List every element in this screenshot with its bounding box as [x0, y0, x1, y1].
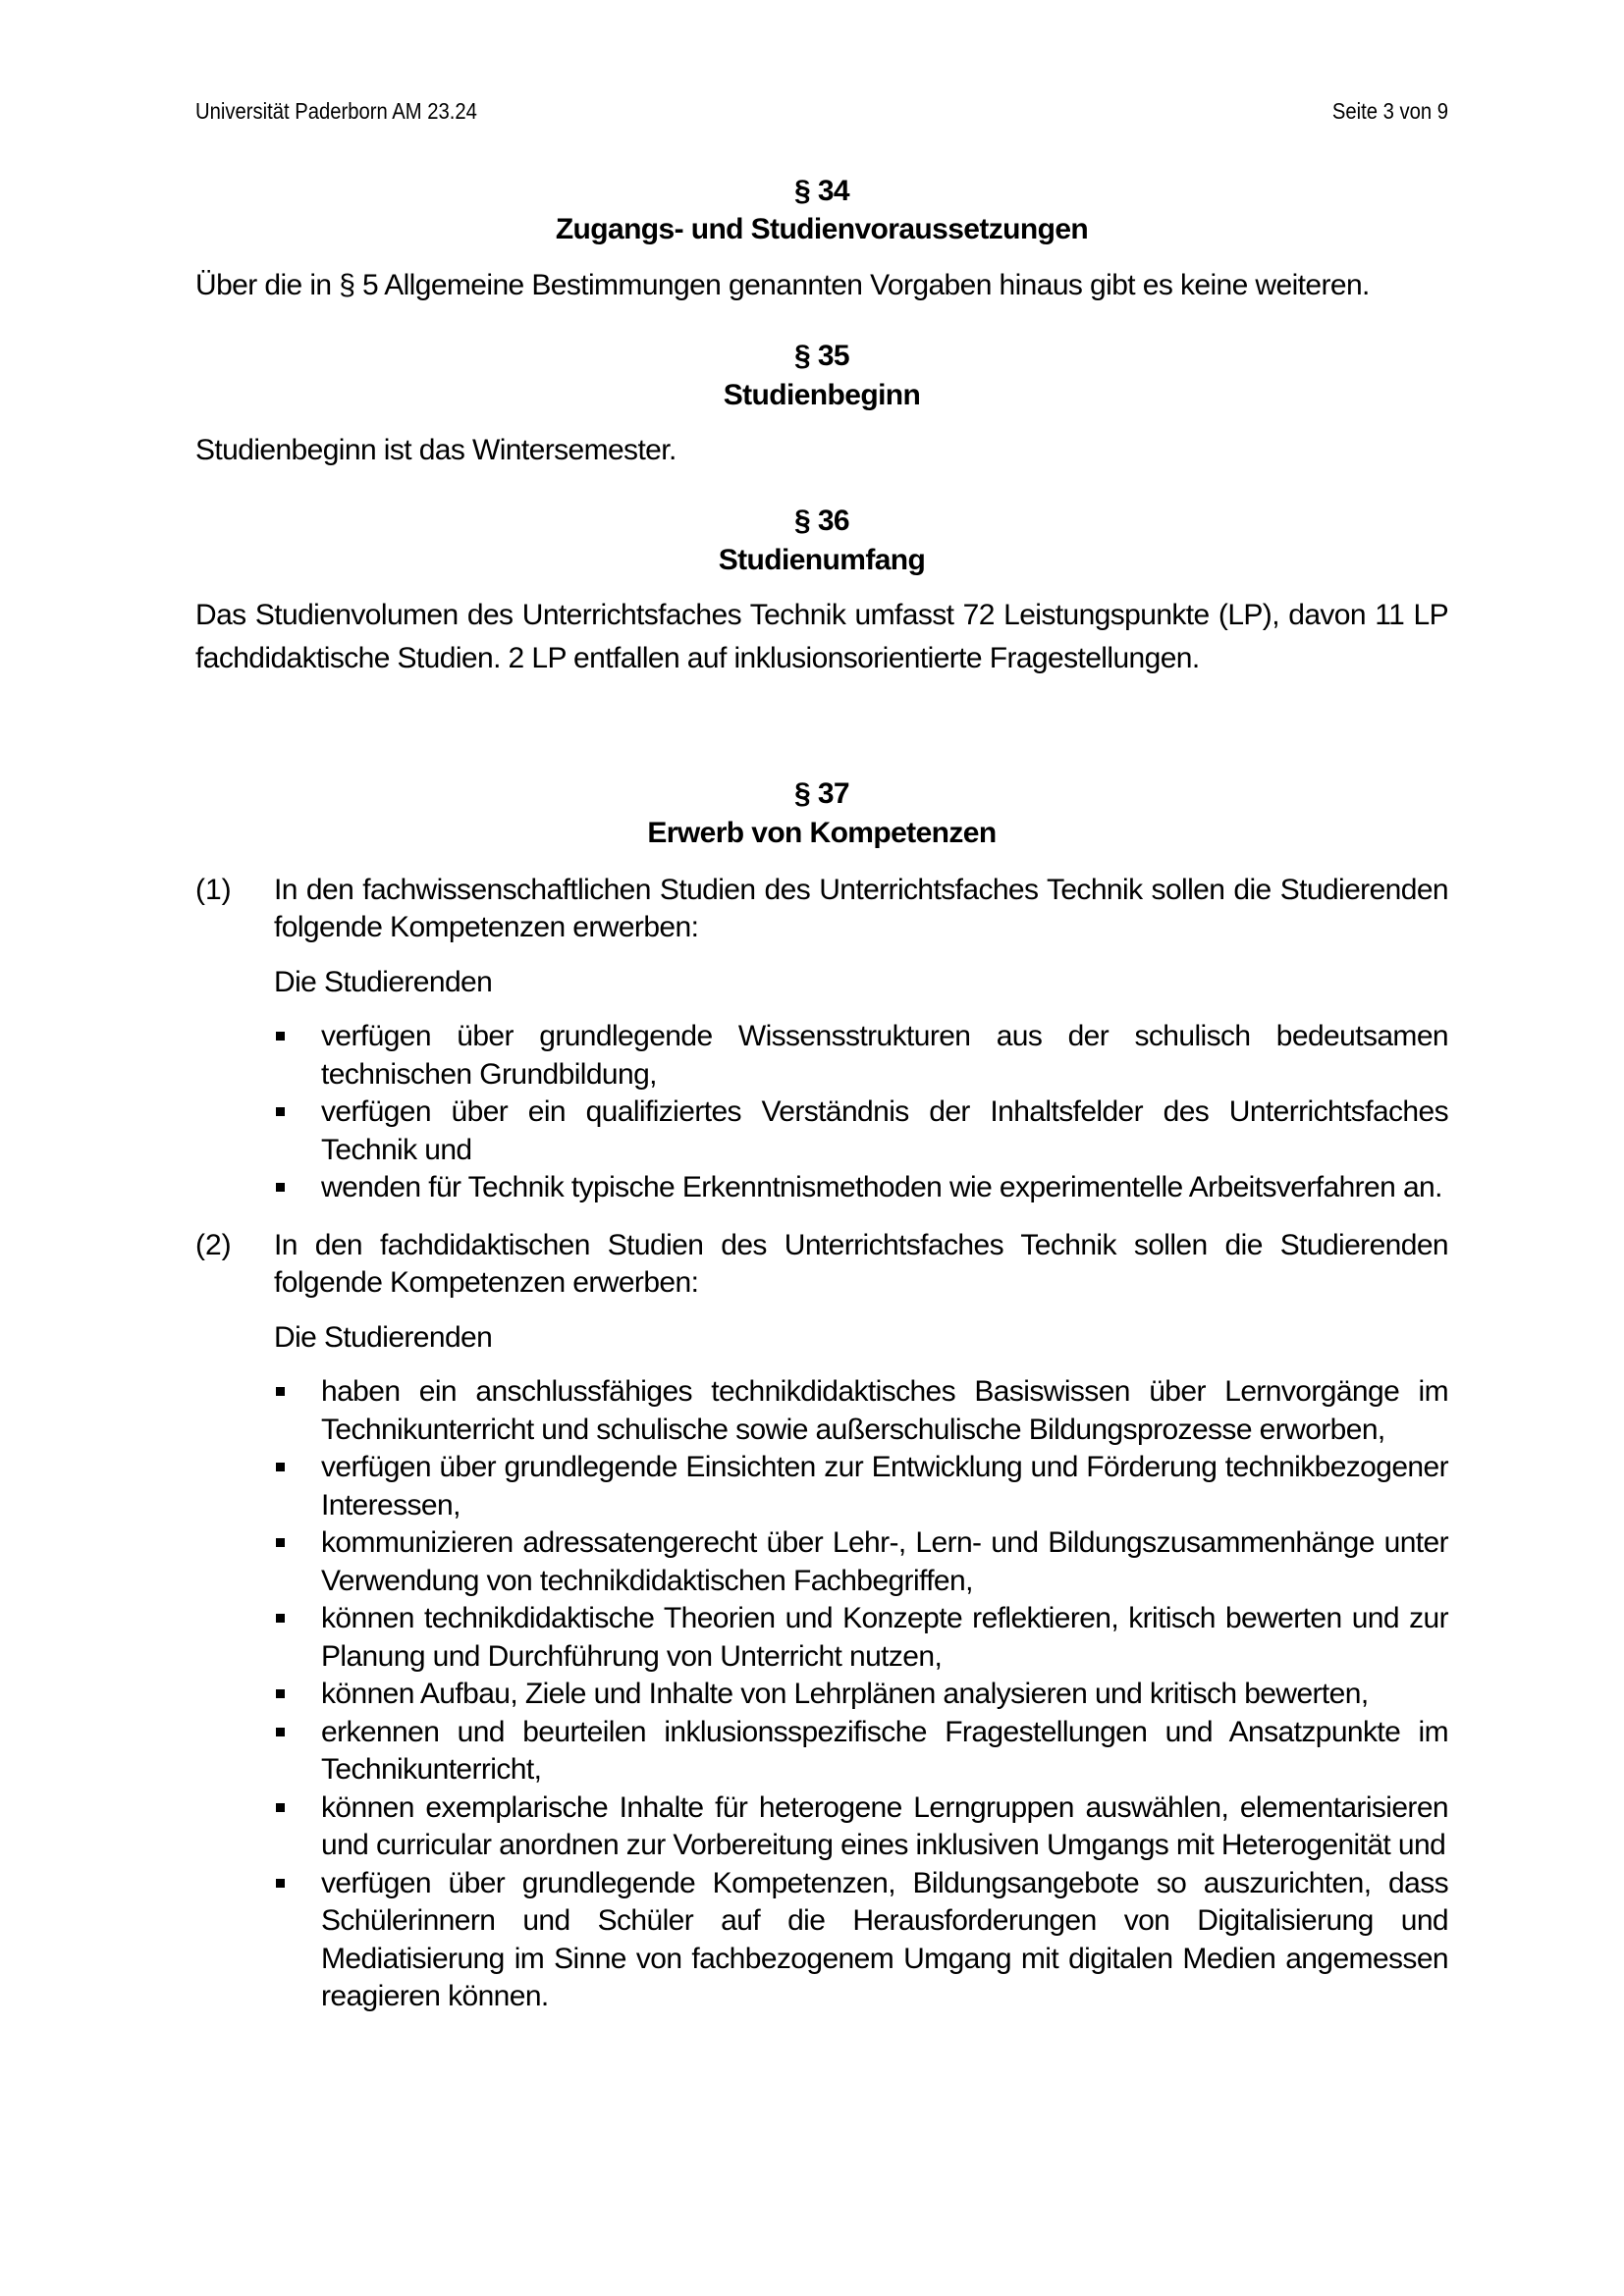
list-item: kommunizieren adressatengerecht über Lehr-, Lern- und Bildungszusammenhänge unter Verwendung von technikdidaktischen Fachbegriffen, — [274, 1524, 1448, 1600]
bullet-icon — [276, 1689, 285, 1698]
section-34-title: Zugangs- und Studienvoraussetzungen — [555, 213, 1089, 245]
bullet-icon — [276, 1538, 285, 1547]
header-right: Seite 3 von 9 — [1331, 98, 1448, 124]
section-34-text: Über die in § 5 Allgemeine Bestimmungen genannten Vorgaben hinaus gibt es keine weiteren. — [195, 269, 1370, 301]
section-35-number: § 35 — [794, 340, 849, 372]
section-35-text: Studienbeginn ist das Wintersemester. — [195, 434, 677, 466]
section-36-text: Das Studienvolumen des Unterrichtsfaches Technik umfasst 72 Leistungspunkte (LP), davon 11 LP fachdidaktische Studien. 2 LP entfallen auf inklusionsorientierte Fragestellungen. — [195, 599, 1448, 674]
bullet-icon — [276, 1107, 285, 1116]
bullet-icon — [276, 1803, 285, 1812]
list-item: wenden für Technik typische Erkenntnismethoden wie experimentelle Arbeitsverfahren an. — [274, 1169, 1448, 1207]
list-item: verfügen über ein qualifiziertes Verständnis der Inhaltsfelder des Unterrichtsfaches Technik und — [274, 1094, 1448, 1169]
section-36-title: Studienumfang — [718, 544, 926, 576]
enum-lead-1: Die Studierenden — [274, 966, 493, 998]
bullet-icon — [276, 1387, 285, 1396]
enum-text-1: In den fachwissenschaftlichen Studien des Unterrichtsfaches Technik sollen die Studierenden folgende Kompetenzen erwerben: — [274, 874, 1448, 943]
section-35-title: Studienbeginn — [723, 379, 921, 411]
list-item: haben ein anschlussfähiges technikdidaktisches Basiswissen über Lernvorgänge im Technikunterricht und schulische sowie außerschulische Bildungsprozesse erworben, — [274, 1373, 1448, 1449]
bullet-list-1 — [274, 1018, 1448, 1207]
list-item: können exemplarische Inhalte für heterogene Lerngruppen auswählen, elementarisieren und curricular anordnen zur Vorbereitung eines inklusiven Umgangs mit Heterogenität und — [274, 1789, 1448, 1865]
header-left: Universität Paderborn AM 23.24 — [195, 98, 477, 124]
section-37-title: Erwerb von Kompetenzen — [647, 817, 997, 849]
list-item: verfügen über grundlegende Wissensstrukturen aus der schulisch bedeutsamen technischen Grundbildung, — [274, 1018, 1448, 1094]
bullet-list-2 — [274, 1373, 1448, 2016]
bullet-icon — [276, 1879, 285, 1888]
section-37-number: § 37 — [794, 777, 849, 810]
running-header — [195, 96, 1448, 126]
list-item: können Aufbau, Ziele und Inhalte von Lehrplänen analysieren und kritisch bewerten, — [274, 1676, 1448, 1714]
enum-label-1: (1) — [195, 874, 232, 906]
section-34-number: § 34 — [794, 175, 849, 207]
list-item: erkennen und beurteilen inklusionsspezifische Fragestellungen und Ansatzpunkte im Technikunterricht, — [274, 1714, 1448, 1789]
bullet-icon — [276, 1728, 285, 1736]
enum-lead-2: Die Studierenden — [274, 1321, 493, 1354]
list-item: verfügen über grundlegende Kompetenzen, Bildungsangebote so auszurichten, dass Schülerinnern und Schüler auf die Herausforderungen von Digitalisierung und Mediatisierung im Sinne von fachbezogenem Umgang mit digitalen Medien angemessen reagieren können. — [274, 1865, 1448, 2016]
bullet-icon — [276, 1032, 285, 1041]
bullet-icon — [276, 1463, 285, 1471]
bullet-icon — [276, 1183, 285, 1192]
section-36-number: § 36 — [794, 505, 849, 537]
list-item: verfügen über grundlegende Einsichten zur Entwicklung und Förderung technikbezogener Interessen, — [274, 1449, 1448, 1524]
enum-text-2: In den fachdidaktischen Studien des Unterrichtsfaches Technik sollen die Studierenden folgende Kompetenzen erwerben: — [274, 1229, 1448, 1299]
bullet-icon — [276, 1614, 285, 1623]
enum-label-2: (2) — [195, 1229, 232, 1261]
list-item: können technikdidaktische Theorien und Konzepte reflektieren, kritisch bewerten und zur Planung und Durchführung von Unterricht nutzen, — [274, 1600, 1448, 1676]
